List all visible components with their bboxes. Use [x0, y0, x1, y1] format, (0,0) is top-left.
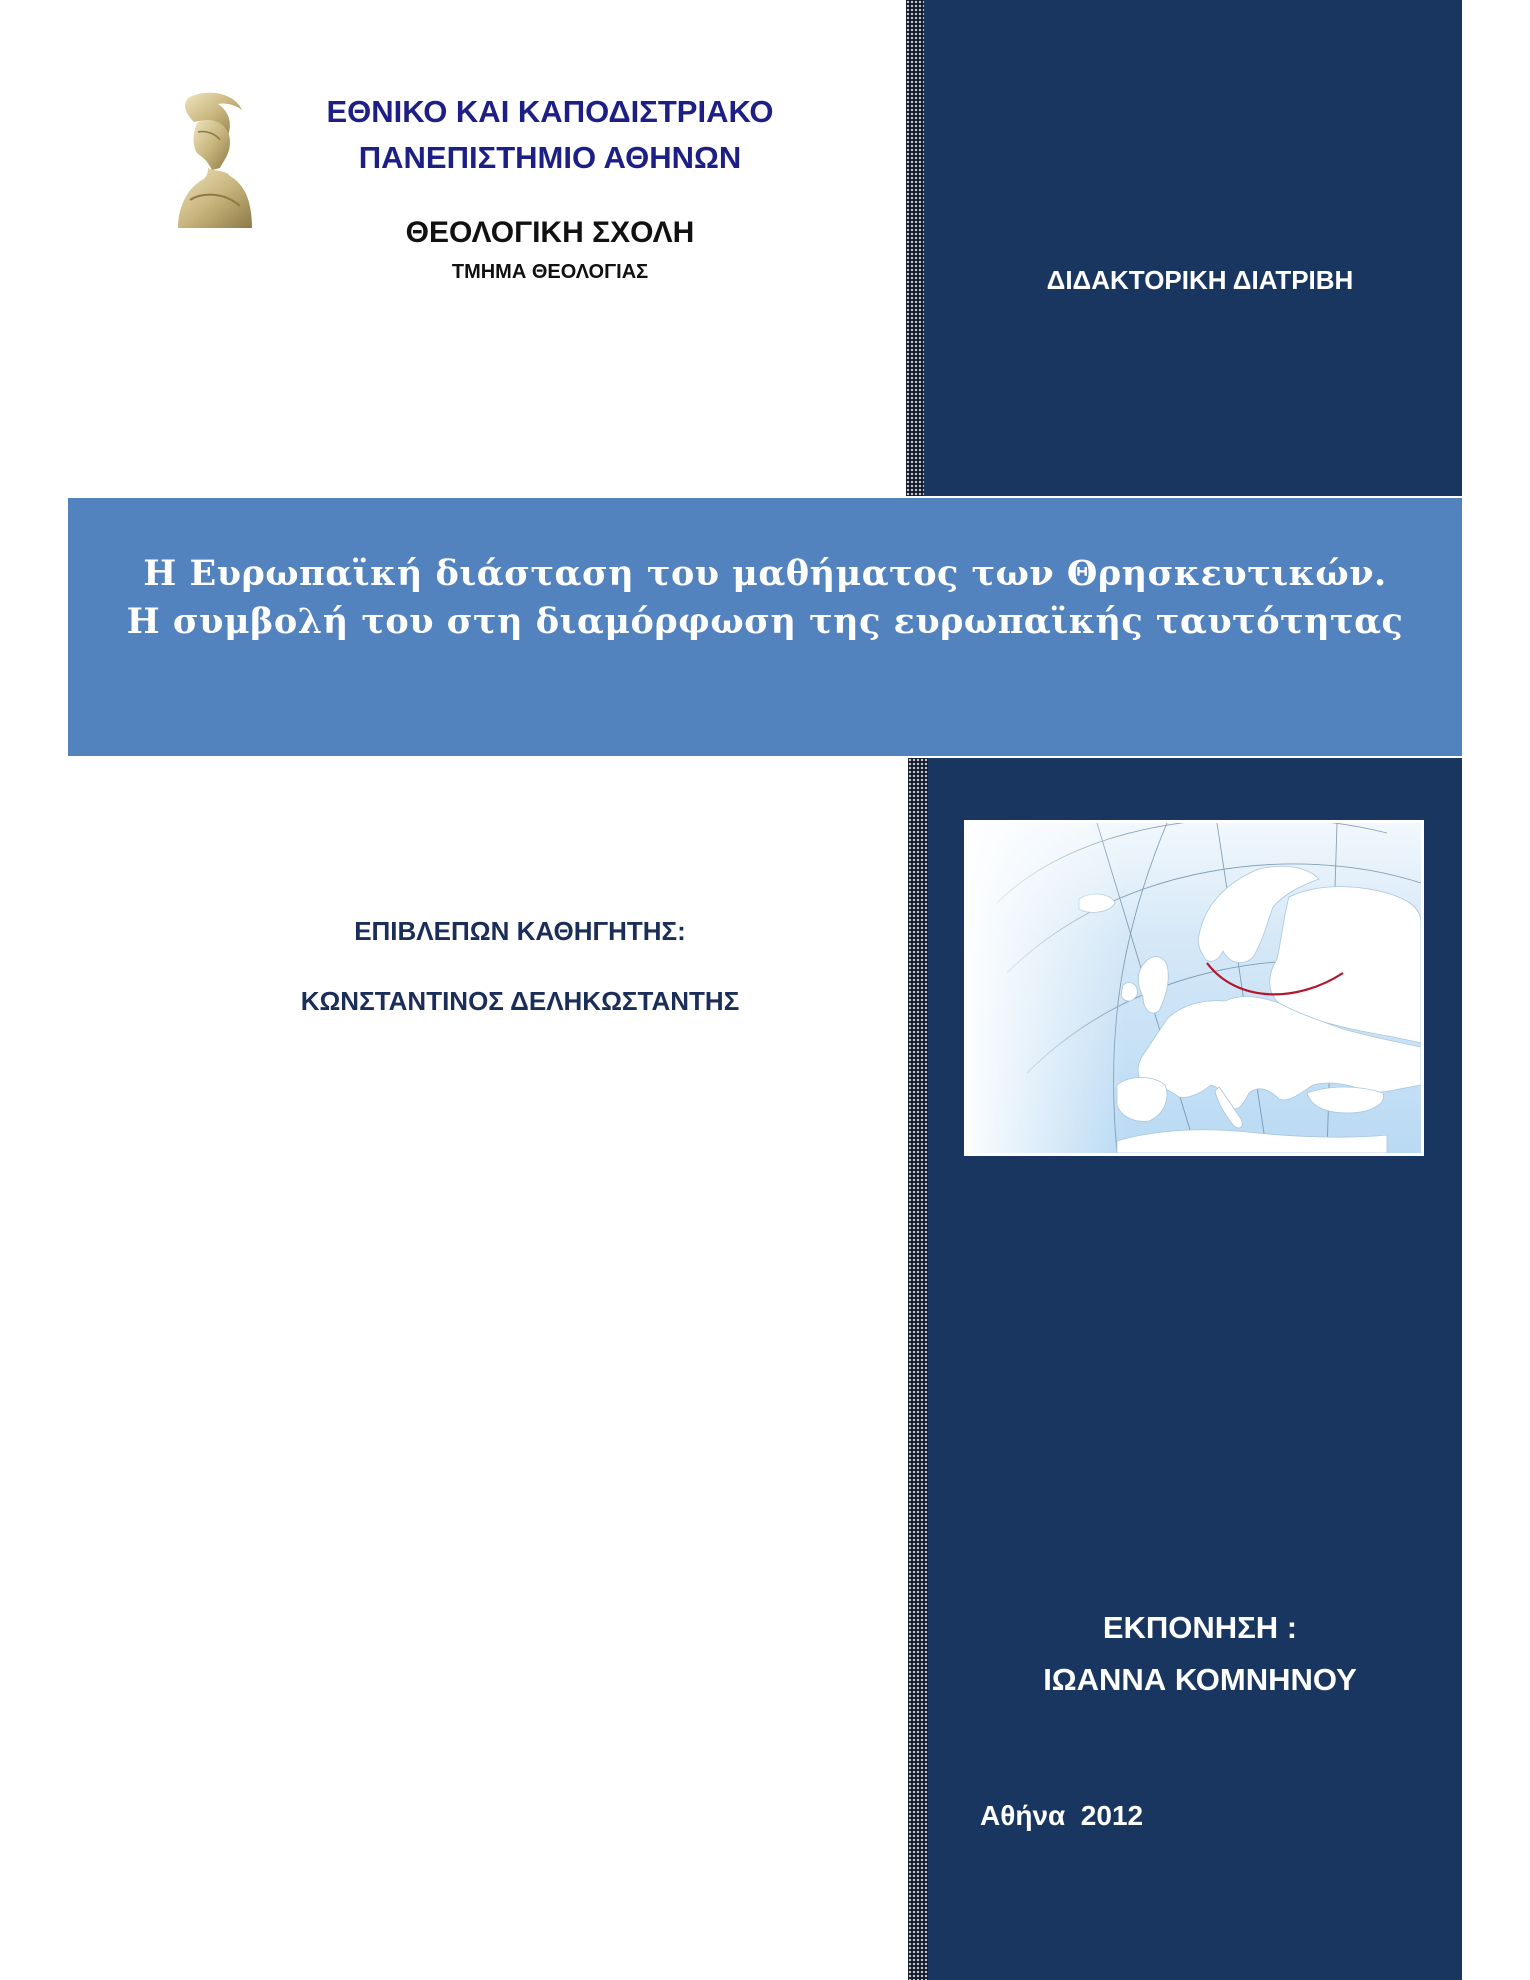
- author-name: ΙΩΑΝΝΑ ΚΟΜΝΗΝΟΥ: [1043, 1662, 1357, 1697]
- supervisor-label: ΕΠΙΒΛΕΠΩΝ ΚΑΘΗΓΗΤΗΣ:: [354, 916, 686, 946]
- university-name-line1: ΕΘΝΙΚΟ ΚΑΙ ΚΑΠΟΔΙΣΤΡΙΑΚΟ: [326, 94, 774, 129]
- thesis-title-line2: Η συμβολή του στη διαμόρφωση της ευρωπαϊκής ταυτότητας: [126, 601, 1404, 642]
- top-right-panel: [924, 0, 1462, 496]
- europe-map-image: [964, 820, 1424, 1156]
- supervisor-name: ΚΩΝΣΤΑΝΤΙΝΟΣ ΔΕΛΗΚΩΣΤΑΝΤΗΣ: [300, 986, 740, 1016]
- thesis-type: ΔΙΔΑΚΤΟΡΙΚΗ ΔΙΑΤΡΙΒΗ: [1046, 265, 1354, 295]
- author-label: ΕΚΠΟΝΗΣΗ :: [1102, 1610, 1298, 1645]
- place-and-year: Αθήνα 2012: [980, 1800, 1144, 1831]
- school-name: ΘΕΟΛΟΓΙΚΗ ΣΧΟΛΗ: [405, 216, 695, 249]
- department-name: ΤΜΗΜΑ ΘΕΟΛΟΓΙΑΣ: [451, 261, 649, 283]
- dotted-edge-strip-top: [906, 0, 926, 496]
- title-band: [68, 498, 1462, 756]
- thesis-title-line1: Η Ευρωπαϊκή διάσταση του μαθήματος των Θρησκευτικών.: [143, 553, 1387, 594]
- dotted-edge-strip-bottom: [908, 758, 928, 1980]
- university-name-line2: ΠΑΝΕΠΙΣΤΗΜΙΟ ΑΘΗΝΩΝ: [358, 140, 742, 175]
- athena-bust-logo-icon: [168, 88, 256, 234]
